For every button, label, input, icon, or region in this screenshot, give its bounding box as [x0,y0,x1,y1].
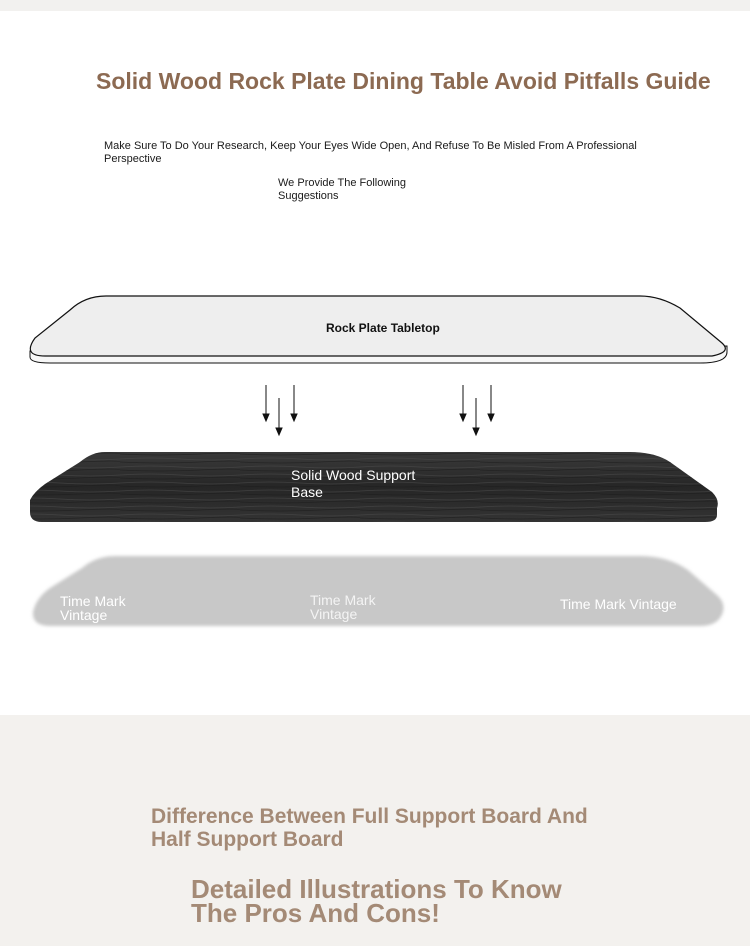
base-label: Solid Wood Support Base [291,467,416,500]
arrow-group-left [263,385,297,435]
suggestions-text: We Provide The Following Suggestions [278,177,406,202]
intro-text: Make Sure To Do Your Research, Keep Your Eyes Wide Open, And Refuse To Be Misled From A Professional Perspective [104,140,637,165]
gray-label-right: Time Mark Vintage [560,596,677,612]
gray-label-middle: Time Mark Vintage [310,592,376,622]
gray-label-left: Time Mark Vintage [60,593,126,623]
section-heading: Difference Between Full Support Board And Half Support Board [151,805,588,851]
section-subheading: Detailed Illustrations To Know The Pros And Cons! [191,874,562,928]
tabletop-label: Rock Plate Tabletop [326,321,440,335]
page-title: Solid Wood Rock Plate Dining Table Avoid Pitfalls Guide [96,68,711,94]
arrow-group-right [460,385,494,435]
